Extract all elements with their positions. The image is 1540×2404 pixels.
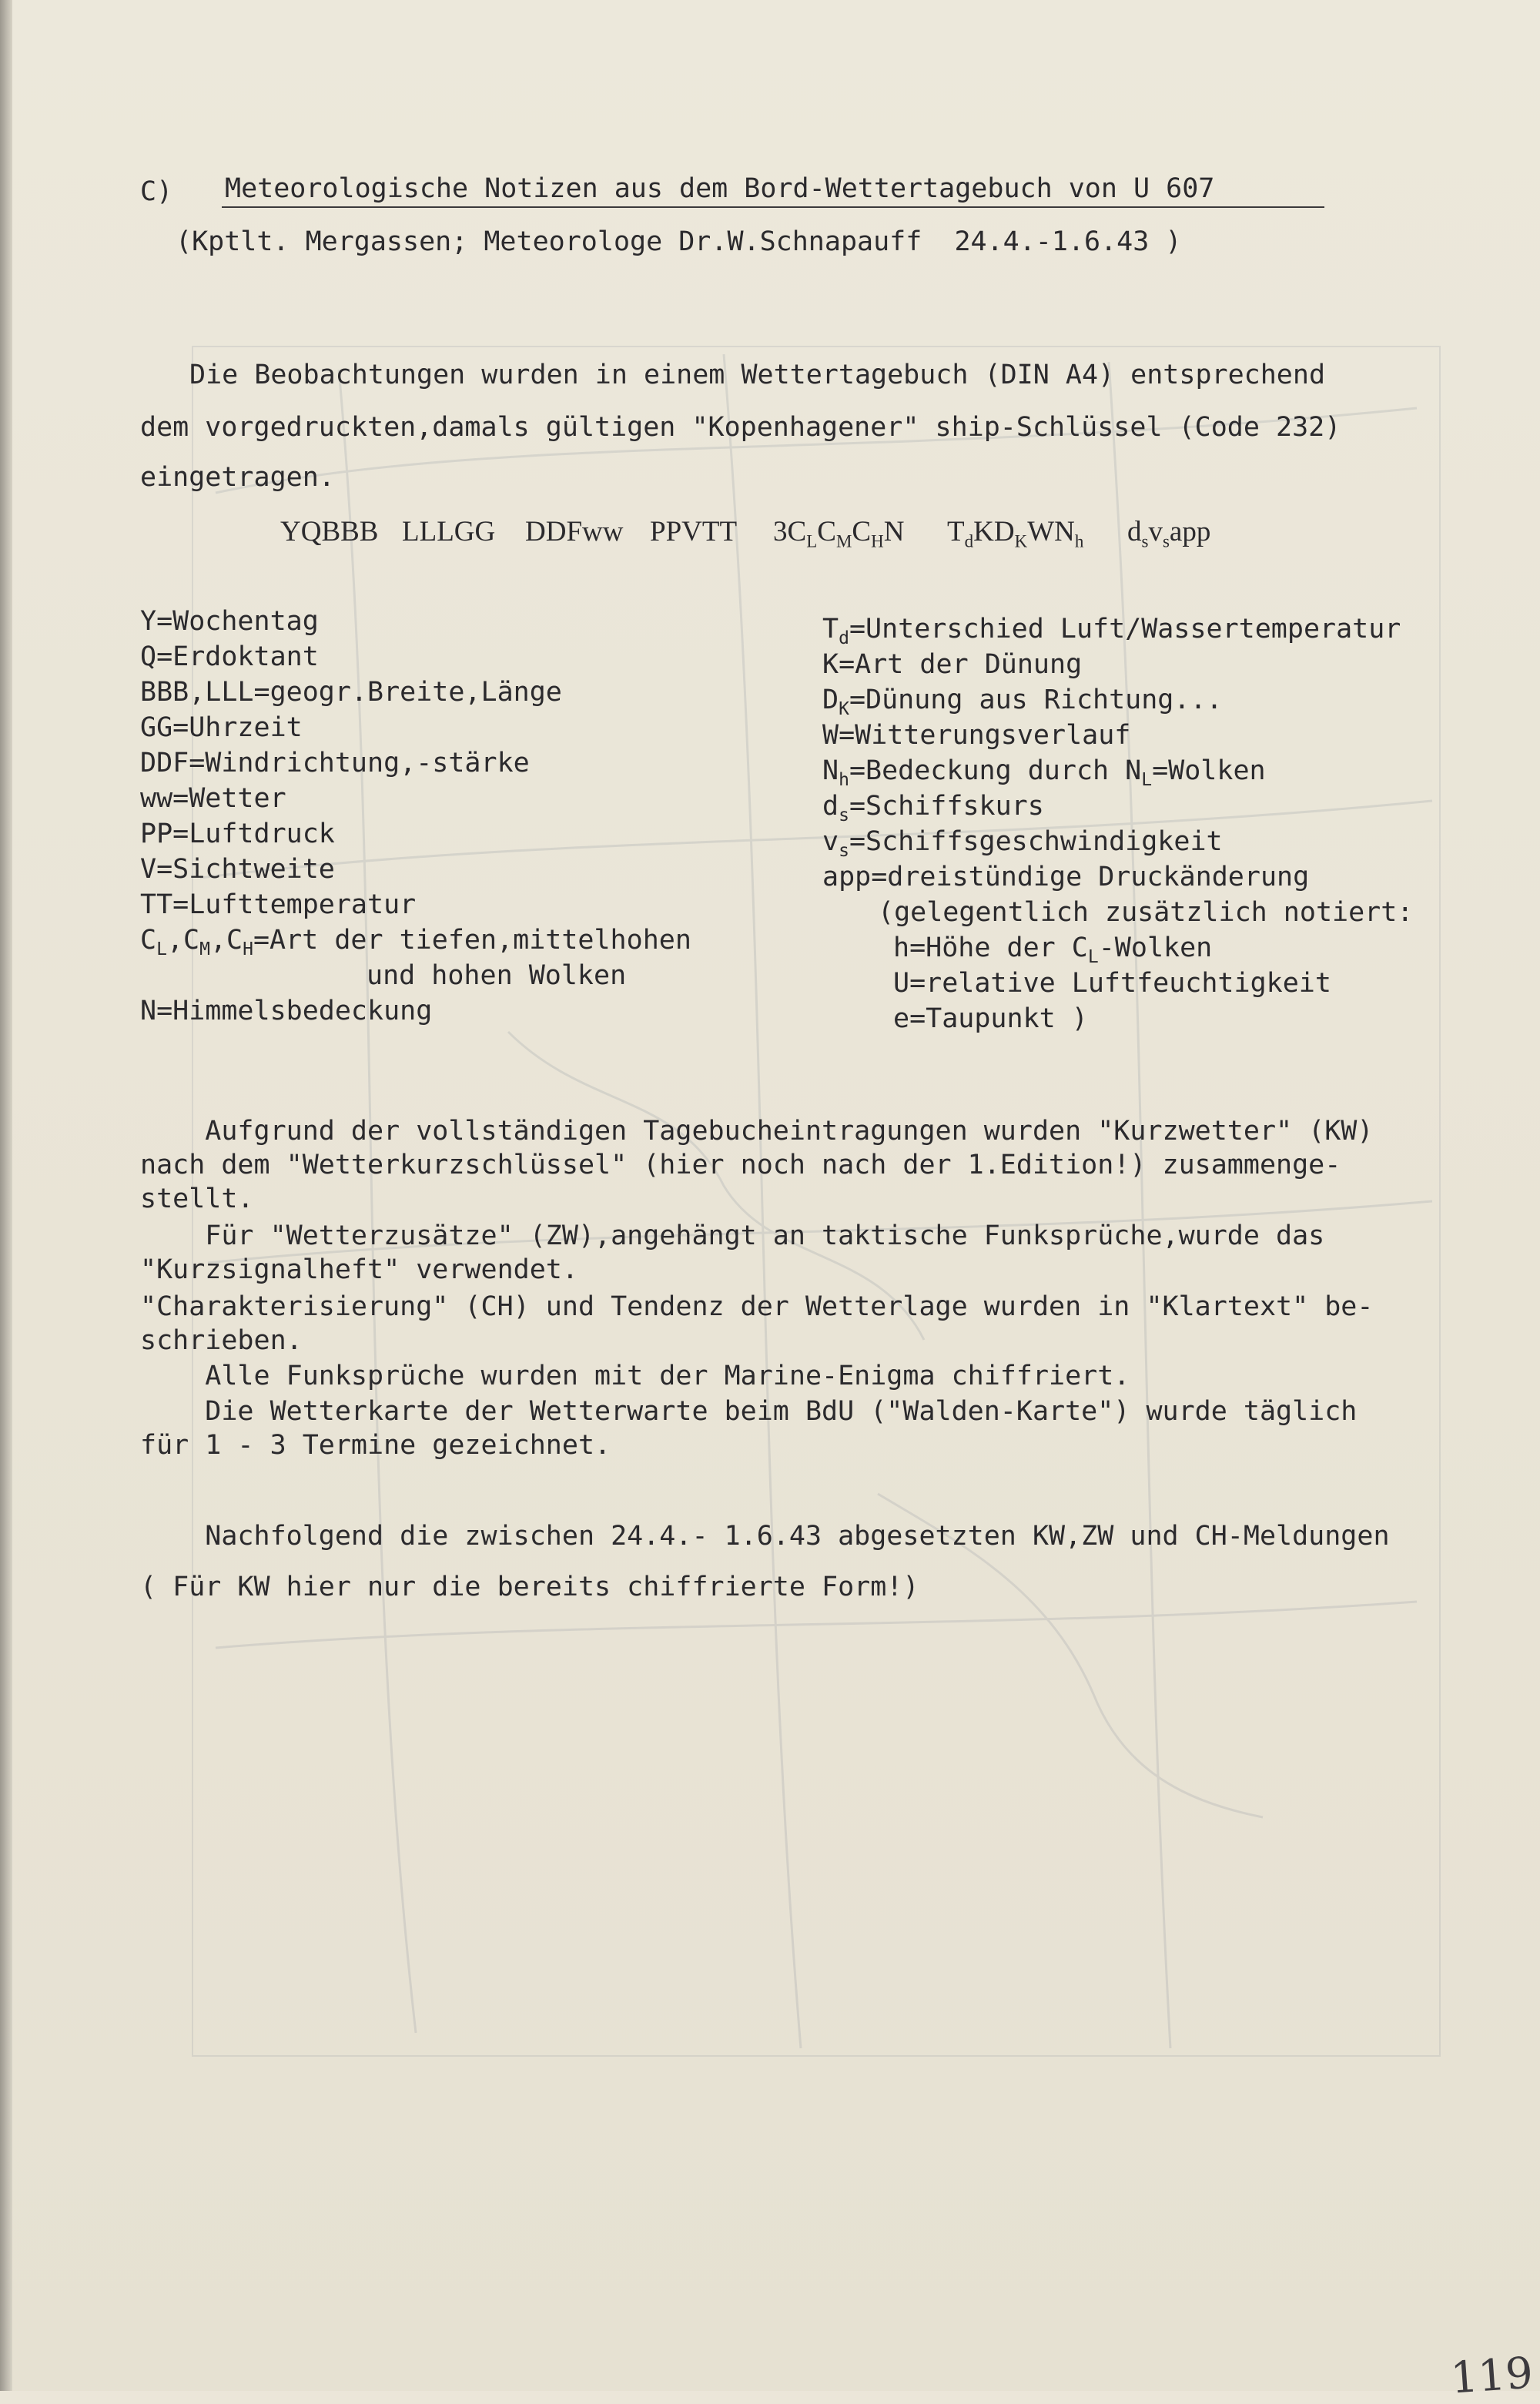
body-line: stellt. [140,1184,254,1214]
legend-left-item: Q=Erdoktant [140,641,319,672]
body-line: für 1 - 3 Termine gezeichnet. [140,1430,611,1461]
section-label: C) [140,176,173,207]
code-group-yqbbb: YQBBB [280,516,379,547]
legend-left-item: TT=Lufttemperatur [140,889,417,920]
legend-right-item: U=relative Luftfeuchtigkeit [893,968,1331,999]
legend-right-item: e=Taupunkt ) [893,1003,1088,1034]
legend-left-item: V=Sichtweite [140,854,335,885]
code-group-lllgg: LLLGG [402,516,496,547]
legend-right-item: (gelegentlich zusätzlich notiert: [878,897,1414,928]
legend-right-item: $N_h=Bedeckung$ durch $N_L=Wolken$ [822,755,1266,790]
legend-left-item: $C_L,C_M,C_H=Art$ der tiefen,mittelhohen [140,925,691,959]
legend-left-item: PP=Luftdruck [140,819,335,849]
page-number: 119 [1448,2348,1535,2404]
legend-left-item: Y=Wochentag [140,606,319,637]
legend-left-item: DDF=Windrichtung,-stärke [140,748,530,778]
legend-right-item: K=Art der Dünung [822,649,1083,680]
code-group-ship: $d_sv_sapp$ [1127,516,1211,551]
legend-right-item: $v_s=Schiffsgeschwindigkeit$ [822,826,1223,861]
page-edge-shadow [0,0,12,2391]
legend-right-item: app=dreistündige Druckänderung [822,862,1310,892]
body-line: Alle Funksprüche wurden mit der Marine-Enigma chiffriert. [140,1361,1130,1391]
legend-right-item: $d_s=Schiffskurs$ [822,791,1044,825]
intro-line-3: eingetragen. [140,462,335,493]
intro-line-1: Die Beobachtungen wurden in einem Wettertagebuch (DIN A4) entsprechend [189,360,1326,390]
code-group-ddfww: DDFww [525,516,624,547]
body-line: Für "Wetterzusätze" (ZW),angehängt an taktische Funksprüche,wurde das [140,1220,1325,1251]
legend-left-item: und hohen Wolken [367,960,627,991]
page-subtitle: (Kptlt. Mergassen; Meteorologe Dr.W.Schnapauff 24.4.-1.6.43 ) [176,226,1182,257]
legend-left-item: N=Himmelsbedeckung [140,996,433,1026]
body-line: schrieben. [140,1325,303,1356]
legend-right-item: h=Höhe der $C_L$-Wolken [893,932,1213,967]
legend-right-item: W=Witterungsverlauf [822,720,1131,751]
body-line: "Charakterisierung" (CH) und Tendenz der Wetterlage wurden in "Klartext" be- [140,1291,1374,1322]
closing-line: ( Für KW hier nur die bereits chiffrierte Form!) [140,1572,919,1602]
intro-line-2: dem vorgedruckten,damals gültigen "Kopenhagener" ship-Schlüssel (Code 232) [140,412,1341,443]
body-line: Die Wetterkarte der Wetterwarte beim BdU ("Walden-Karte") wurde täglich [140,1396,1358,1427]
legend-left-item: GG=Uhrzeit [140,712,303,743]
code-group-swell: $T_dKD_KWN_h$ [947,516,1084,551]
code-group-ppvtt: PPVTT [650,516,738,547]
legend-right-item: $T_d=Unterschied$ Luft/Wassertemperatur [822,614,1401,648]
closing-line: Nachfolgend die zwischen 24.4.- 1.6.43 abgesetzten KW,ZW und CH-Meldungen [140,1521,1390,1552]
title-underline [222,206,1324,208]
body-line: nach dem "Wetterkurzschlüssel" (hier noch nach der 1.Edition!) zusammenge- [140,1150,1341,1180]
legend-right-item: $D_K=Dünung$ aus Richtung... [822,685,1223,719]
show-through-map-graphic [185,339,1448,2064]
code-group-clouds: $3C_LC_MC_HN$ [773,516,905,551]
legend-left-item: ww=Wetter [140,783,286,814]
body-line: "Kurzsignalheft" verwendet. [140,1254,578,1285]
page-title: Meteorologische Notizen aus dem Bord-Wettertagebuch von U 607 [225,173,1215,204]
legend-left-item: BBB,LLL=geogr.Breite,Länge [140,677,562,708]
body-line: Aufgrund der vollständigen Tagebucheintragungen wurden "Kurzwetter" (KW) [140,1116,1374,1147]
